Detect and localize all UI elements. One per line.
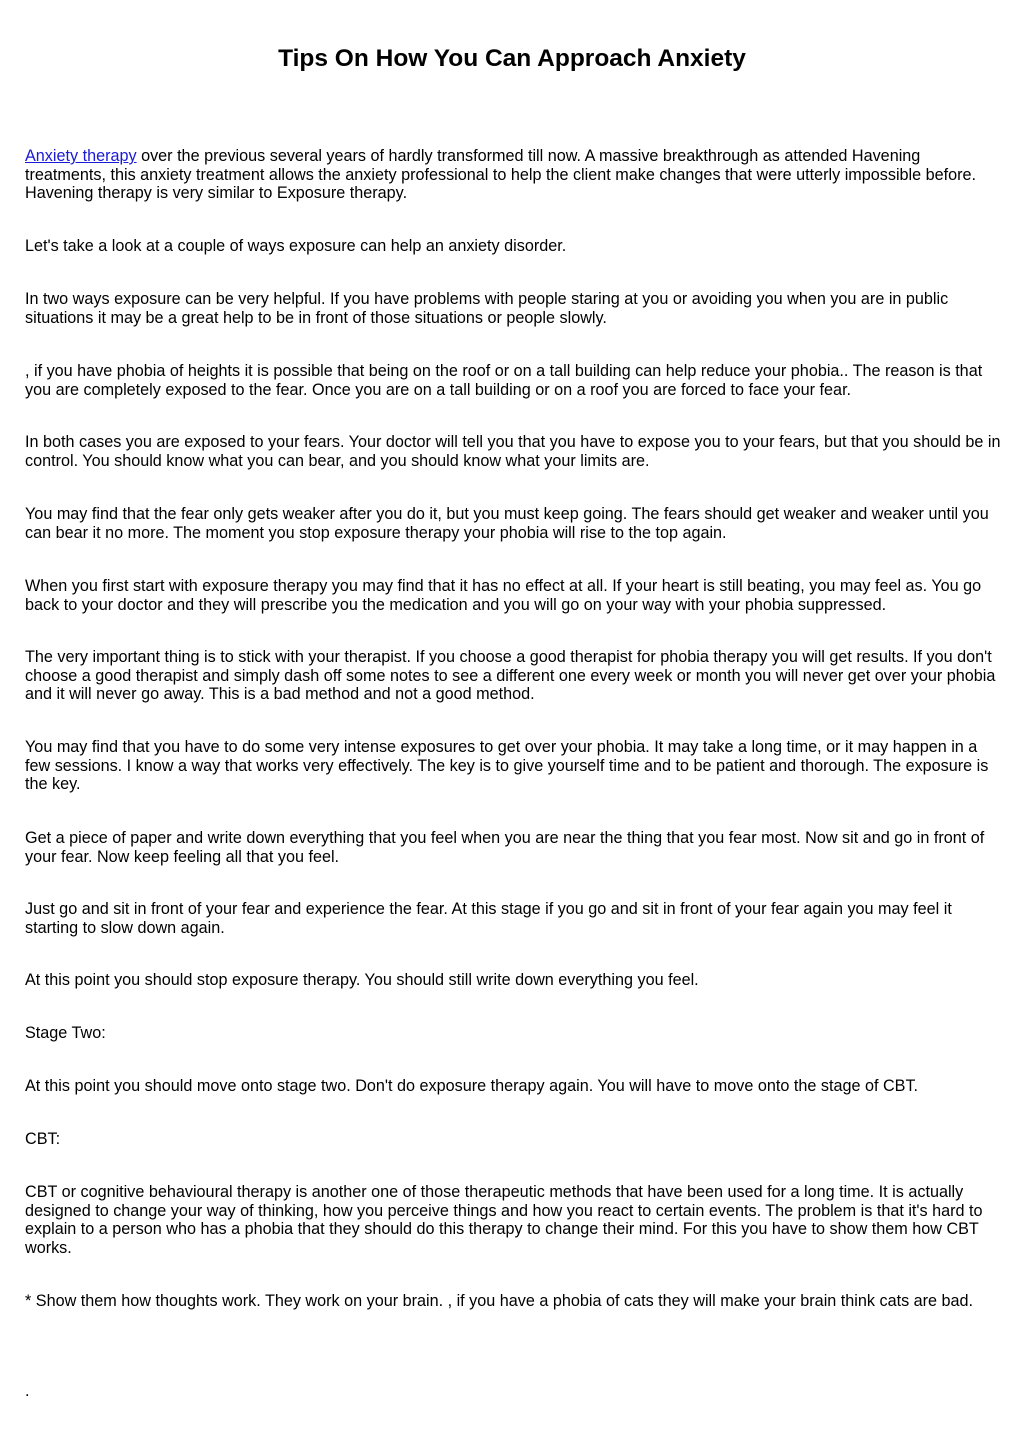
anxiety-therapy-link[interactable]: Anxiety therapy — [25, 147, 137, 165]
paragraph: CBT or cognitive behavioural therapy is another one of those therapeutic methods that have been used for a long time. It is actually designed to change your way of thinking, how you perceive things and how you react to certain events. The problem is that it's hard to explain to a person who has a phobia that they should do this therapy to change their mind. For this you have to show them how CBT works. — [25, 1183, 983, 1257]
intro-text: over the previous several years of hardly transformed till now. A massive breakthrough as attended Havening treatments, this anxiety treatment allows the anxiety professional to help the client make changes that were utterly impossible before. Havening therapy is very similar to Exposure therapy. — [25, 147, 977, 203]
page-title: Tips On How You Can Approach Anxiety — [278, 45, 746, 72]
paragraph: The very important thing is to stick with your therapist. If you choose a good therapist for phobia therapy you will get results. If you don't choose a good therapist and simply dash off some notes to see a different one every week or month you will never get over your phobia and it will never go away. This is a bad method and not a good method. — [25, 648, 996, 704]
paragraph: Get a piece of paper and write down everything that you feel when you are near the thing that you fear most. Now sit and go in front of your fear. Now keep feeling all that you feel. — [25, 829, 985, 866]
paragraph: In both cases you are exposed to your fears. Your doctor will tell you that you have to expose you to your fears, but that you should be in control. You should know what you can bear, and you should know what your limits are. — [25, 433, 1001, 470]
paragraph: Let's take a look at a couple of ways exposure can help an anxiety disorder. — [25, 237, 567, 255]
paragraph: , if you have phobia of heights it is possible that being on the roof or on a tall building can help reduce your phobia.. The reason is that you are completely exposed to the fear. Once you are on a tall building or on a roof you are forced to face your fear. — [25, 362, 983, 399]
paragraph: When you first start with exposure therapy you may find that it has no effect at all. If your heart is still beating, you may feel as. You go back to your doctor and they will prescribe you the medication and you will go on your way with your phobia suppressed. — [25, 577, 982, 614]
section-heading-cbt: CBT: — [25, 1130, 61, 1148]
paragraph: In two ways exposure can be very helpful. If you have problems with people staring at you or avoiding you when you are in public situations it may be a great help to be in front of those situations or people slowly. — [25, 290, 949, 327]
trailing-dot: . — [25, 1382, 30, 1400]
paragraph: At this point you should move onto stage two. Don't do exposure therapy again. You will have to move onto the stage of CBT. — [25, 1077, 919, 1095]
paragraph: * Show them how thoughts work. They work on your brain. , if you have a phobia of cats they will make your brain think cats are bad. — [25, 1292, 974, 1310]
intro-paragraph — [25, 147, 1005, 203]
paragraph: You may find that you have to do some very intense exposures to get over your phobia. It may take a long time, or it may happen in a few sessions. I know a way that works very effectively. The key is to give yourself time and to be patient and thorough. The exposure is the key. — [25, 738, 989, 794]
paragraph: At this point you should stop exposure therapy. You should still write down everything you feel. — [25, 971, 699, 989]
section-heading-stage-two: Stage Two: — [25, 1024, 106, 1042]
paragraph: Just go and sit in front of your fear and experience the fear. At this stage if you go and sit in front of your fear again you may feel it starting to slow down again. — [25, 900, 952, 937]
paragraph: You may find that the fear only gets weaker after you do it, but you must keep going. The fears should get weaker and weaker until you can bear it no more. The moment you stop exposure therapy your phobia will rise to the top again. — [25, 505, 989, 542]
